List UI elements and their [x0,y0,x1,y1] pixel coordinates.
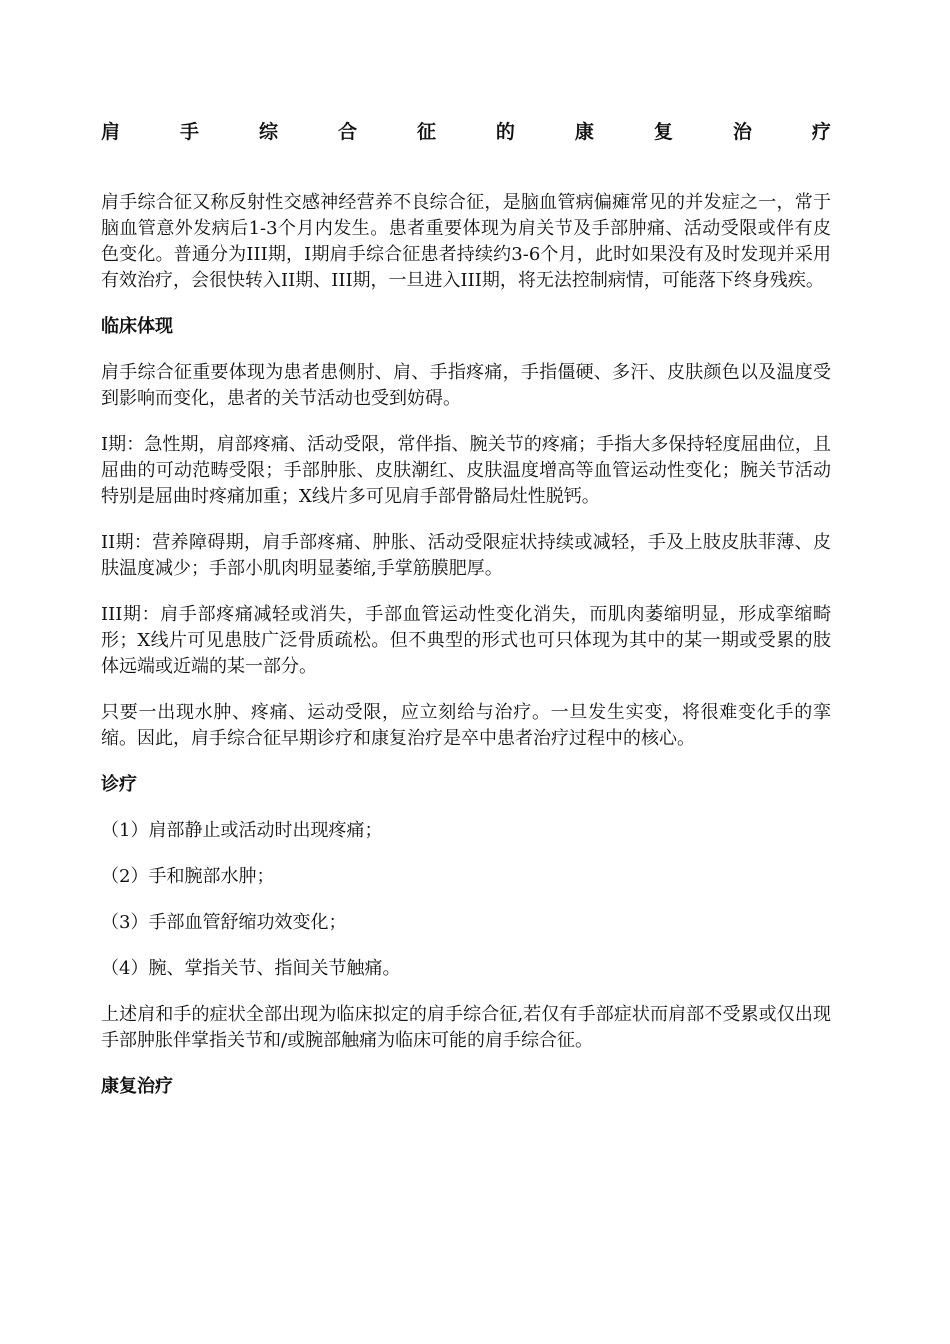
title-char: 治 [732,121,752,143]
diagnosis-criterion: （4）腕、掌指关节、指间关节触痛。 [101,958,401,979]
clinical-paragraph: II期：营养障碍期，肩手部疼痛、肿胀、活动受限症状持续或减轻，手及上肢皮肤菲薄、皮肤温度减少；手部小肌肉明显萎缩,手掌筋膜肥厚。 [101,532,831,579]
title-char: 合 [337,121,357,143]
clinical-paragraph: III期：肩手部疼痛减轻或消失，手部血管运动性变化消失，而肌肉萎缩明显，形成挛缩畸形；X线片可见患肢广泛骨质疏松。但不典型的形式也可只体现为其中的某一期或受累的肢体远端或近端的某一部分。 [101,604,831,677]
section-heading-rehab: 康复治疗 [101,1076,173,1097]
clinical-paragraph: 肩手综合征重要体现为患者患侧肘、肩、手指疼痛，手指僵硬、多汗、皮肤颜色以及温度受到影响而变化，患者的关节活动也受到妨碍。 [101,362,831,409]
title-char: 手 [179,121,199,143]
diagnosis-criterion: （3）手部血管舒缩功效变化； [101,912,347,933]
diagnosis-criterion: （1）肩部静止或活动时出现疼痛； [101,820,383,841]
diagnosis-conclusion: 上述肩和手的症状全部出现为临床拟定的肩手综合征,若仅有手部症状而肩部不受累或仅出现手部肿胀伴掌指关节和/或腕部触痛为临床可能的肩手综合征。 [101,1004,831,1051]
title-char: 的 [495,121,515,143]
document-title [101,112,831,152]
title-char: 征 [416,121,436,143]
diagnosis-criterion: （2）手和腕部水肿； [101,866,275,887]
clinical-paragraph: 只要一出现水肿、疼痛、运动受限，应立刻给与治疗。一旦发生实变，将很难变化手的挛缩。因此，肩手综合征早期诊疗和康复治疗是卒中患者治疗过程中的核心。 [101,702,831,749]
document-page [101,112,831,1120]
title-char: 肩 [101,121,121,143]
clinical-paragraph: I期：急性期，肩部疼痛、活动受限，常伴指、腕关节的疼痛；手指大多保持轻度屈曲位，且屈曲的可动范畴受限；手部肿胀、皮肤潮红、皮肤温度增高等血管运动性变化；腕关节活动特别是屈曲时疼痛加重；X线片多可见肩手部骨骼局灶性脱钙。 [101,434,831,507]
title-char: 复 [653,121,673,143]
title-char: 综 [258,121,278,143]
title-char: 疗 [811,121,831,143]
section-heading-diagnosis: 诊疗 [101,774,137,795]
intro-paragraph: 肩手综合征又称反射性交感神经营养不良综合征，是脑血管病偏瘫常见的并发症之一，常于脑血管意外发病后1-3个月内发生。患者重要体现为肩关节及手部肿痛、活动受限或伴有皮色变化。普通分为III期，I期肩手综合征患者持续约3-6个月，此时如果没有及时发现并采用有效治疗，会很快转入II期、III期，一旦进入III期，将无法控制病情，可能落下终身残疾。 [101,192,831,291]
section-heading-clinical: 临床体现 [101,316,173,337]
title-char: 康 [574,121,594,143]
